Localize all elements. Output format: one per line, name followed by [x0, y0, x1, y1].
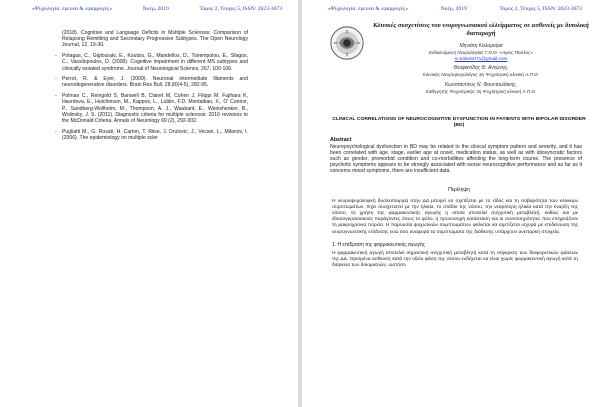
article-title: Κλινικές συσχετίσεις του νευρογνωσιακού ελλείμματος σε ασθενείς με διπολική διαταραχή [373, 22, 589, 37]
summary-heading: Περίληψη [448, 186, 470, 193]
reference-text: Polman C., Reingold S, Banwell B, Clanet M, Cohen J, Filippi M, Fujihara K, Havrdova, E., Hutchinson, M., Kappos, L., Lublin, F.D. Montalban, X., O' Connor, P., Sandberg-Wollheim, M., Thompson, A. J., Waubant, E., Weinshenker, B., Wolinsky, J. S. (2011). Diagnostic criteria for multiple sclerosis: 2010 revisions to the McDonald Criteria. Annals of Neurology 69 (2), 292-302. [62, 93, 248, 124]
abstract-text: Neuropsychological dysfunction in BD may be related to the clinical symptom pattern and severity, and it has been correlated with age, stage, earlier age at onset, medication status, as well as with idiosyncratic factors such as gender, premorbid condition and co-morbidities affecting the long-term course. The presence of psychotic symptoms appears to be strongly associated with worse neurocognitive performance and as far as it concerns mood symptoms, there are insufficient data. [330, 143, 582, 175]
reference-text: (2018). Cognitive and Language Deficits in Multiple Sclerosis: Comparison of Relapsing Remitting and Secondary Progressive Subtypes. The Open Neurology Journal, 12, 19-30. [62, 30, 248, 49]
article-title-block [328, 22, 590, 95]
issue-info: Τόμος 2, Τεύχος 5, ISSN: 2623-3673 [499, 6, 582, 12]
author-affiliation: Κλινικός Νευροψυχολόγος 3η Ψυχιατρική κλινική Α.Π.Θ. [422, 72, 540, 78]
english-title: CLINICAL CORRELATIONS OF NEUROCOGNITIVE DYSFUNCTION IN PATIENTS WITH BIPOLAR DISORDER (BD) [332, 116, 586, 128]
subsection-heading: 1. Η επίδραση της φαρμακευτικής αγωγής [332, 241, 426, 248]
running-header [32, 6, 282, 12]
summary-text: Η νευροψυχολογική δυσλειτουργία στην ΔΔ μπορεί να σχετίζεται με το είδος και τη σοβαρότητα των κλινικών συμπτωμάτων. Έχει συσχετιστεί με την ηλικία, το στάδιο της νόσου, την νεαρότερη ηλικία κατά την έναρξη της νόσου, τη χρήση της φαρμακευτικής αγωγής η οποία αποτελεί συγχυτική μεταβλητή, καθώς και με ιδιοσυγκρασιακούς παράγοντες όπως το φύλο, η προνοσηρή κατάσταση και οι συννοσηρότητες που επηρεάζουν τη μακροχρόνια πορεία. Η παρουσία ψυχωτικών συμπτωμάτων φαίνεται να σχετίζεται ισχυρά με επιδείνωση της νευρογνωστικής επίδοσης ενώ όσο αναφορά τα συμπτώματα της διάθεσης υπάρχουν ανεπαρκή στοιχεία. [332, 198, 578, 235]
author-name: Κωνσταντίνος Ν. Φουντουλάκης, [444, 81, 518, 88]
reference-text: Potagas, C., Giglouraki, E., Koutsis, G., Mandellos, D., Tsirempolou, E., Sfagos, C., Vassilopoulos, D. (2008). Cognitive impairment in different MS subtypes and clinically isolated syndrome. Journal of Neurological Science, 267, 100-106. [62, 53, 248, 72]
subsection-text: Η φαρμακευτική αγωγή αποτελεί σημαντική συγχυτική μεταβλητή κατά τη σύγκριση των διαφορετικών φάσεων της ΔΔ. Ορισμένα ασθενείς κατά την οξεία φάση της νόσου ενδέχεται να είναι χωρίς φαρμακευτική αγωγή κατά τη διάρκεια των δοκιμασιών, ωστόσο [332, 250, 578, 269]
reference-item: - Polman C., Reingold S, Banwell B, Clanet M, Cohen J, Filippi M, Fujihara K, Havrdova, E., Hutchinson, M., Kappos, L., Lublin, F.D. Montalban, X., O' Connor, P., Sandberg-Wollheim, M., Thompson, A. J., Waubant, E., Weinshenker, B., Wolinsky, J. S. (2011). Diagnostic criteria for multiple sclerosis: 2010 revisions to the McDonald Criteria. Annals of Neurology 69 (2), 292-302. [55, 93, 248, 124]
journal-name: «Ψυχολογία: έρευνα & εφαρμογές» [32, 6, 113, 12]
right-page [302, 0, 600, 407]
running-header [328, 6, 582, 12]
reference-text: Pugliatti M., G. Rosati, H. Carton, T. Riise, J. Drulovic, J., Vecsei, L., Milanov, I. (2006). The epidemiology on multiple scler [62, 128, 248, 141]
reference-item: - Perrot, R. & Eyer, J. (2009). Neuronal intermediate filaments and neurodegenerative disorders. Brain Res Bull, 28,80(4-5), 282-95. [55, 76, 248, 89]
reference-item [62, 30, 248, 49]
journal-name: «Ψυχολογία: έρευνα & εφαρμογές» [328, 6, 409, 12]
author-email-link[interactable]: m.kalomiri71@gmail.com [454, 55, 508, 61]
author-name: Θεοφανίδης Θ. Αντώνης, [453, 65, 509, 72]
abstract-heading: Abstract [330, 136, 352, 143]
left-page [0, 0, 298, 407]
reference-list [55, 30, 248, 141]
author-list [372, 44, 590, 95]
issue-date: Νοέμ, 2019 [142, 6, 169, 12]
author-affiliation: Καθηγητής Ψυχιατρικής 3η Ψυχιατρική κλινική Α.Π.Θ. [425, 88, 537, 94]
author-name: Μηνιάτη Καλομοίρα [459, 43, 503, 49]
reference-text: Perrot, R. & Eyer, J. (2009). Neuronal intermediate filaments and neurodegenerative disorders. Brain Res Bull, 28,80(4-5), 282-95. [62, 76, 248, 89]
issue-info: Τόμος 2, Τεύχος 5, ISSN: 2623-3673 [199, 6, 282, 12]
reference-item: - Potagas, C., Giglouraki, E., Koutsis, G., Mandellos, D., Tsirempolou, E., Sfagos, C., Vassilopoulos, D. (2008). Cognitive impairment in different MS subtypes and clinically isolated syndrome. Journal of Neurological Science, 267, 100-106. [55, 53, 248, 72]
journal-logo-icon [328, 24, 366, 62]
reference-item: - Pugliatti M., G. Rosati, H. Carton, T. Riise, J. Drulovic, J., Vecsei, L., Milanov, I. (2006). The epidemiology on multiple scler [55, 128, 248, 141]
issue-date: Νοέμ, 2019 [440, 6, 467, 12]
author-affiliation: Ειδικευόμενη Νευρολογίας Γ.Ν.Θ. «Αγιος Παύλος» [429, 49, 533, 55]
